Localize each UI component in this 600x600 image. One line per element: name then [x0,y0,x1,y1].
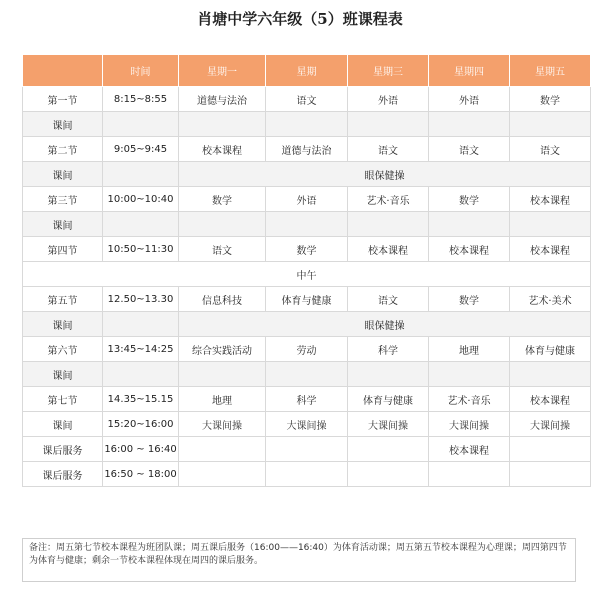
empty-cell [266,112,348,137]
course-cell: 数学 [429,187,510,212]
header-cell: 时间 [103,55,179,87]
period-name: 课间 [23,312,103,337]
course-cell: 劳动 [266,337,348,362]
activity-cell: 眼保健操 [179,312,591,337]
empty-cell [510,362,591,387]
empty-cell [266,212,348,237]
header-cell: 星期三 [348,55,429,87]
empty-cell [348,212,429,237]
header-cell [23,55,103,87]
course-cell: 语文 [266,87,348,112]
header-cell: 星期 [266,55,348,87]
time-cell: 10:50~11:30 [103,237,179,262]
course-cell: 数学 [510,87,591,112]
empty-cell [103,212,179,237]
course-cell: 语文 [179,237,266,262]
course-cell: 信息科技 [179,287,266,312]
course-cell: 大课间操 [179,412,266,437]
course-cell [266,462,348,487]
time-cell: 12.50~13.30 [103,287,179,312]
course-cell: 数学 [179,187,266,212]
course-cell: 外语 [348,87,429,112]
course-cell: 大课间操 [429,412,510,437]
empty-cell [103,362,179,387]
course-cell: 校本课程 [510,187,591,212]
course-cell: 语文 [429,137,510,162]
period-row [23,387,591,412]
schedule-table [22,54,591,487]
course-cell: 体育与健康 [510,337,591,362]
time-cell: 9:05~9:45 [103,137,179,162]
course-cell: 大课间操 [348,412,429,437]
period-row [23,287,591,312]
period-name: 第一节 [23,87,103,112]
period-name: 课间 [23,112,103,137]
period-row [23,187,591,212]
empty-cell [510,112,591,137]
noon-cell: 中午 [23,262,591,287]
course-cell: 数学 [266,237,348,262]
empty-cell [179,112,266,137]
time-cell [103,312,179,337]
period-row [23,137,591,162]
period-name: 课间 [23,212,103,237]
period-name: 第五节 [23,287,103,312]
time-cell [103,162,179,187]
empty-cell [429,362,510,387]
empty-cell [266,362,348,387]
time-cell: 16:00 ~ 16:40 [103,437,179,462]
time-cell: 14.35~15.15 [103,387,179,412]
period-name: 课间 [23,412,103,437]
period-name: 课后服务 [23,462,103,487]
break-row [23,162,591,187]
course-cell: 校本课程 [510,387,591,412]
period-row [23,412,591,437]
time-cell: 8:15~8:55 [103,87,179,112]
course-cell: 语文 [348,287,429,312]
course-cell: 校本课程 [348,237,429,262]
course-cell: 科学 [266,387,348,412]
course-cell: 综合实践活动 [179,337,266,362]
break-row [23,312,591,337]
noon-row [23,262,591,287]
period-name: 课间 [23,362,103,387]
course-cell: 科学 [348,337,429,362]
page-title: 肖塘中学六年级（5）班课程表 [197,10,403,28]
course-cell: 艺术·美术 [510,287,591,312]
break-row [23,212,591,237]
period-row [23,87,591,112]
course-cell: 外语 [429,87,510,112]
time-cell: 10:00~10:40 [103,187,179,212]
activity-cell: 眼保健操 [179,162,591,187]
course-cell [266,437,348,462]
period-name: 课间 [23,162,103,187]
course-cell: 数学 [429,287,510,312]
course-cell: 体育与健康 [266,287,348,312]
course-cell [510,462,591,487]
course-cell: 体育与健康 [348,387,429,412]
note-box: 备注：周五第七节校本课程为班团队课；周五课后服务（16:00——16:40）为体育活动课；周五第五节校本课程为心理课；周四第四节为体育与健康；剩余一节校本课程体现在周四的课后服务。 [22,538,576,582]
period-name: 第六节 [23,337,103,362]
period-name: 第三节 [23,187,103,212]
course-cell [510,437,591,462]
course-cell: 校本课程 [510,237,591,262]
course-cell [179,437,266,462]
course-cell [348,462,429,487]
course-cell: 校本课程 [179,137,266,162]
empty-cell [179,212,266,237]
period-name: 第七节 [23,387,103,412]
break-row [23,362,591,387]
time-cell: 13:45~14:25 [103,337,179,362]
period-row [23,337,591,362]
service-row [23,462,591,487]
course-cell: 校本课程 [429,437,510,462]
course-cell: 大课间操 [266,412,348,437]
empty-cell [348,112,429,137]
course-cell [429,462,510,487]
course-cell: 道德与法治 [179,87,266,112]
course-cell [348,437,429,462]
course-cell: 校本课程 [429,237,510,262]
empty-cell [510,212,591,237]
course-cell: 道德与法治 [266,137,348,162]
empty-cell [348,362,429,387]
header-cell: 星期五 [510,55,591,87]
empty-cell [429,112,510,137]
empty-cell [179,362,266,387]
empty-cell [429,212,510,237]
header-cell: 星期一 [179,55,266,87]
period-name: 课后服务 [23,437,103,462]
course-cell: 外语 [266,187,348,212]
time-cell: 15:20~16:00 [103,412,179,437]
period-name: 第四节 [23,237,103,262]
period-row [23,237,591,262]
period-name: 第二节 [23,137,103,162]
course-cell: 地理 [429,337,510,362]
course-cell: 大课间操 [510,412,591,437]
course-cell: 语文 [510,137,591,162]
break-row [23,112,591,137]
time-cell: 16:50 ~ 18:00 [103,462,179,487]
course-cell [179,462,266,487]
empty-cell [103,112,179,137]
service-row [23,437,591,462]
course-cell: 艺术·音乐 [429,387,510,412]
header-cell: 星期四 [429,55,510,87]
course-cell: 艺术·音乐 [348,187,429,212]
course-cell: 地理 [179,387,266,412]
header-row [23,55,591,87]
course-cell: 语文 [348,137,429,162]
